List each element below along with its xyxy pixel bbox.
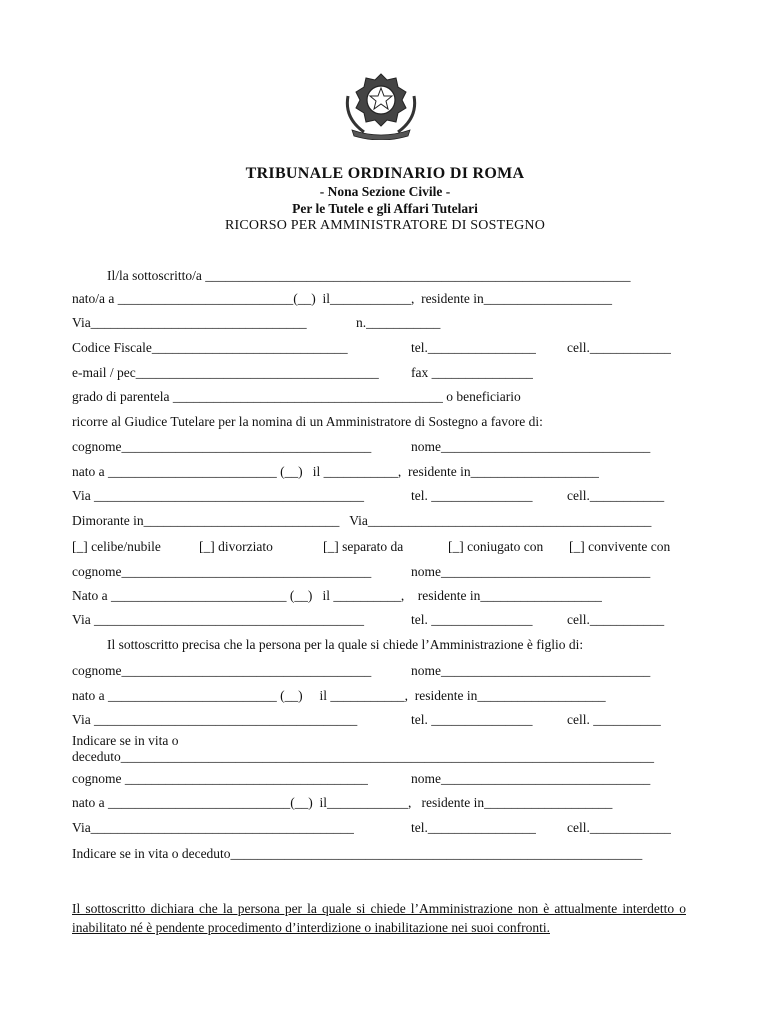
emblem-of-italy-icon: [340, 70, 422, 140]
form-field-line: [_] separato da: [323, 539, 404, 554]
form-field-line: nome_______________________________: [411, 439, 651, 454]
form-field-line: Via ________________________________________: [72, 612, 365, 627]
document-title: RICORSO PER AMMINISTRATORE DI SOSTEGNO: [224, 218, 546, 233]
form-field-line: cell.___________: [567, 488, 665, 503]
form-field-line: nome_______________________________: [411, 663, 651, 678]
form-field-line: nato a ___________________________(__) il____________, residente in___________________: [72, 795, 613, 810]
form-field-line: Il/la sottoscritto/a _______________________________________________________________: [107, 268, 631, 283]
form-field-line: e-mail / pec____________________________________: [72, 365, 379, 380]
form-field-line: [_] coniugato con: [448, 539, 544, 554]
form-field-line: cognome ____________________________________: [72, 771, 368, 786]
form-field-line: Dimorante in_____________________________ Via__________________________________________: [72, 513, 652, 528]
form-field-line: [_] divorziato: [199, 539, 273, 554]
form-field-line: cell.____________: [567, 340, 671, 355]
section-name: - Nona Sezione Civile -: [319, 184, 451, 199]
form-field-line: nato a _________________________ (__) il ___________, residente in___________________: [72, 464, 599, 479]
form-field-line: fax _______________: [411, 365, 533, 380]
form-field-line: cognome_____________________________________: [72, 564, 372, 579]
form-field-line: Indicare se in vita o deceduto_____________________________________________________________: [72, 846, 643, 861]
form-field-line: n.___________: [356, 315, 441, 330]
form-field-line: tel. _______________: [411, 488, 533, 503]
form-field-line: [_] celibe/nubile: [72, 539, 161, 554]
form-field-line: deceduto_______________________________________________________________________________: [72, 749, 654, 764]
form-field-line: tel. _______________: [411, 712, 533, 727]
form-field-line: Via_______________________________________: [72, 820, 354, 835]
form-field-line: nato/a a __________________________(__) il____________, residente in___________________: [72, 291, 612, 306]
form-field-line: Il sottoscritto precisa che la persona per la quale si chiede l’Amministrazione è figlio di:: [107, 637, 584, 652]
form-field-line: tel.________________: [411, 820, 536, 835]
form-field-line: nome_______________________________: [411, 564, 651, 579]
form-field-line: tel. _______________: [411, 612, 533, 627]
form-field-line: Via ________________________________________: [72, 488, 365, 503]
form-field-line: ricorre al Giudice Tutelare per la nomina di un Amministratore di Sostegno a favore di:: [72, 414, 543, 429]
form-field-line: cell. __________: [567, 712, 661, 727]
form-field-line: [_] convivente con: [569, 539, 671, 554]
form-field-line: nome_______________________________: [411, 771, 651, 786]
court-name: TRIBUNALE ORDINARIO DI ROMA: [245, 165, 525, 182]
form-field-line: cognome_____________________________________: [72, 439, 372, 454]
declaration-paragraph: Il sottoscritto dichiara che la persona per la quale si chiede l’Amministrazione non è attualmente interdetto o inabilitato né è pendente procedimento d’interdizione o inabilitazione nei suoi confronti.: [72, 901, 686, 935]
form-field-line: cell.____________: [567, 820, 671, 835]
form-field-line: cell.___________: [567, 612, 665, 627]
division-name: Per le Tutele e gli Affari Tutelari: [292, 201, 478, 216]
form-field-line: Codice Fiscale_____________________________: [72, 340, 348, 355]
form-field-line: grado di parentela ________________________________________ o beneficiario: [72, 389, 521, 404]
form-field-line: nato a _________________________ (__) il ___________, residente in___________________: [72, 688, 606, 703]
form-field-line: Nato a __________________________ (__) il __________, residente in__________________: [72, 588, 602, 603]
form-field-line: cognome_____________________________________: [72, 663, 372, 678]
form-field-line: Via _______________________________________: [72, 712, 358, 727]
form-field-line: Via________________________________: [72, 315, 307, 330]
form-field-line: tel.________________: [411, 340, 536, 355]
form-field-line: Indicare se in vita o: [72, 733, 179, 748]
